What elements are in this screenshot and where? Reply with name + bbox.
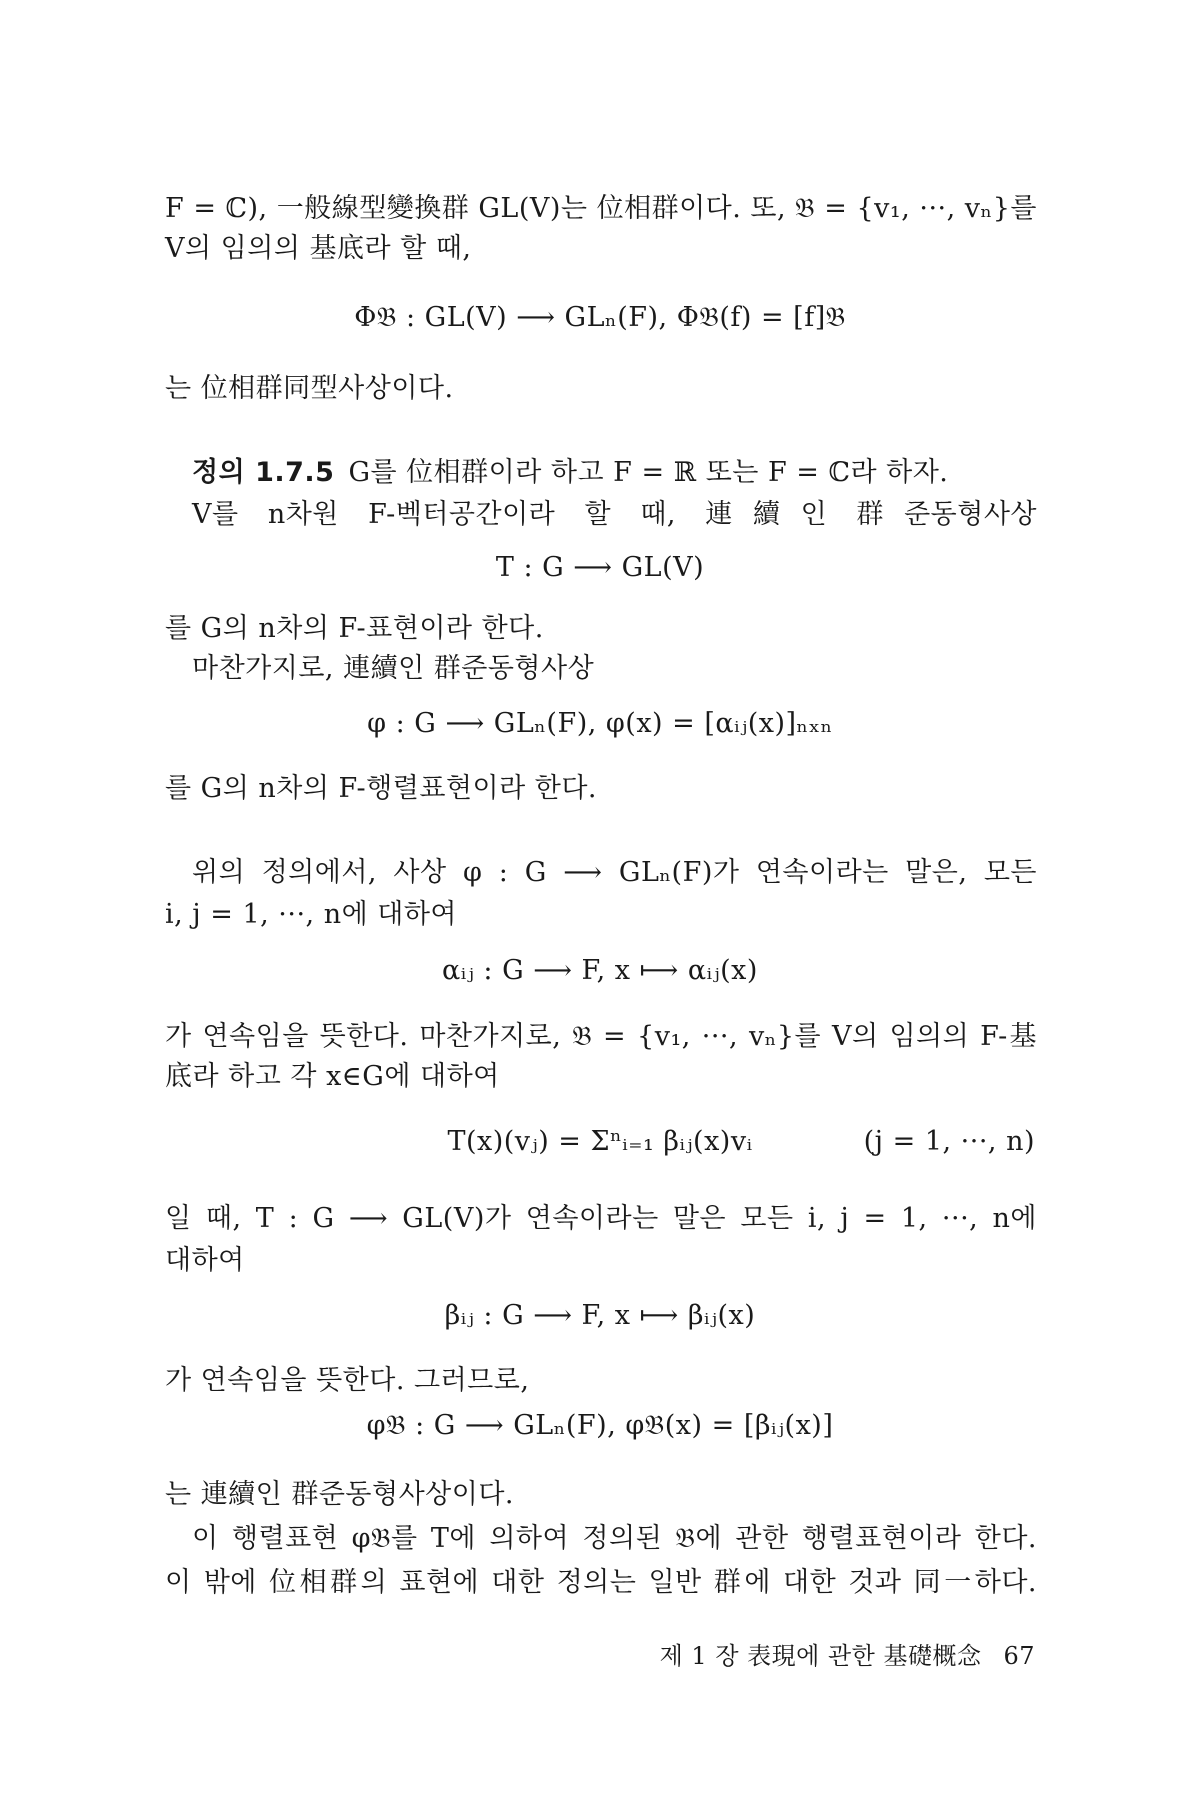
running-footer (660, 1636, 1035, 1671)
text-line: i, j = 1, ···, n에 대하여 (165, 899, 458, 930)
text-line: 일 때, T : G ⟶ GL(V)가 연속이라는 말은 모든 i, j = 1, ···, n에 (165, 1203, 1037, 1234)
display-equation: αᵢⱼ : G ⟶ F, x ⟼ αᵢⱼ(x) (442, 955, 758, 986)
text-line: 마찬가지로, 連續인 群준동형사상 (192, 653, 595, 684)
text-line: F = ℂ), 一般線型變換群 GL(V)는 位相群이다. 또, 𝔅 = {v₁, ···, vₙ}를 (165, 193, 1037, 224)
text-line: 가 연속임을 뜻한다. 그러므로, (165, 1365, 530, 1396)
definition-heading (192, 450, 948, 489)
text-line: 는 連續인 群준동형사상이다. (165, 1479, 514, 1510)
text-line: 底라 하고 각 x∈G에 대하여 (165, 1061, 500, 1092)
text-line: V를 n차원 F-벡터공간이라 할 때, 連續인 群준동형사상 (192, 499, 1037, 530)
definition-label: 정의 1.7.5 (192, 457, 335, 488)
display-equation: T(x)(vⱼ) = Σⁿᵢ₌₁ βᵢⱼ(x)vᵢ (447, 1126, 753, 1157)
display-equation: T : G ⟶ GL(V) (495, 552, 705, 583)
text-line: 이 밖에 位相群의 표현에 대한 정의는 일반 群에 대한 것과 同一하다. (165, 1567, 1037, 1598)
display-equation: βᵢⱼ : G ⟶ F, x ⟼ βᵢⱼ(x) (444, 1300, 756, 1331)
definition-text: G를 位相群이라 하고 F = ℝ 또는 F = ℂ라 하자. (348, 457, 949, 488)
text-line: 이 행렬표현 φ𝔅를 T에 의하여 정의된 𝔅에 관한 행렬표현이라 한다. (192, 1523, 1037, 1554)
equation-tag: (j = 1, ···, n) (863, 1126, 1035, 1157)
display-equation: φ𝔅 : G ⟶ GLₙ(F), φ𝔅(x) = [βᵢⱼ(x)] (366, 1410, 834, 1441)
chapter-title: 제 1 장 表現에 관한 基礎概念 (659, 1642, 982, 1670)
text-line: 위의 정의에서, 사상 φ : G ⟶ GLₙ(F)가 연속이라는 말은, 모든 (192, 857, 1037, 888)
text-line: 를 G의 n차의 F-표현이라 한다. (165, 613, 544, 644)
text-line: 가 연속임을 뜻한다. 마찬가지로, 𝔅 = {v₁, ···, vₙ}를 V의 임의의 F-基 (165, 1021, 1037, 1052)
text-line: 를 G의 n차의 F-행렬표현이라 한다. (165, 773, 597, 804)
display-equation: φ : G ⟶ GLₙ(F), φ(x) = [αᵢⱼ(x)]ₙₓₙ (367, 708, 833, 739)
page-number: 67 (1003, 1642, 1035, 1670)
text-line: 는 位相群同型사상이다. (165, 373, 454, 404)
display-equation: Φ𝔅 : GL(V) ⟶ GLₙ(F), Φ𝔅(f) = [f]𝔅 (354, 302, 846, 333)
text-line: 대하여 (165, 1245, 245, 1276)
text-line: V의 임의의 基底라 할 때, (165, 233, 472, 264)
